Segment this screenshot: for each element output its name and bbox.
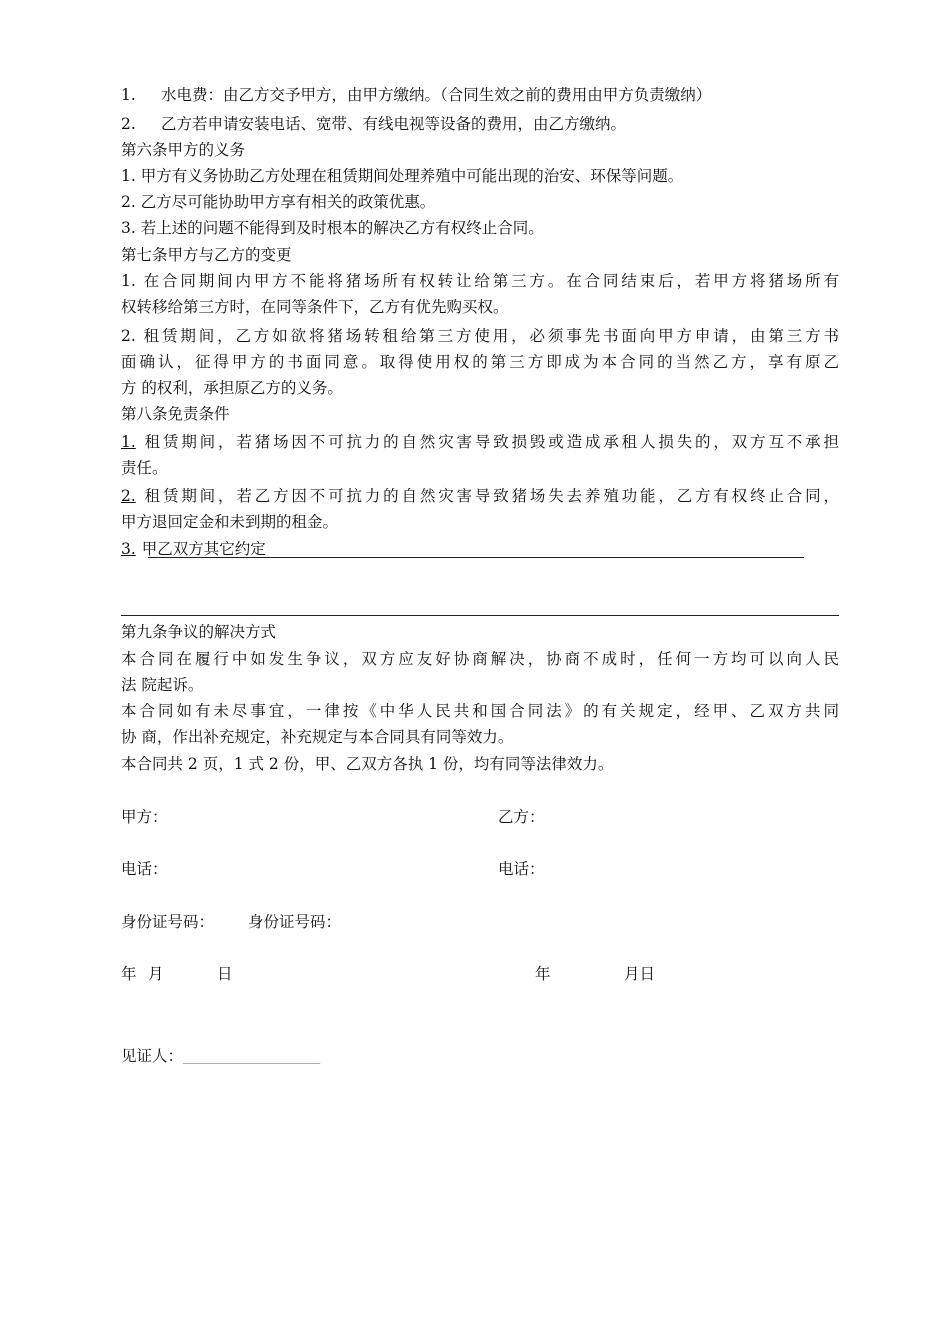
other-agreement-fill-line xyxy=(148,557,804,558)
party-a-label: 甲方： xyxy=(121,808,168,826)
article-8-item-text: 租赁期间，若乙方因不可抗力的自然灾害导致猪场失去养殖功能，乙方有权终止合同， xyxy=(141,487,839,505)
article-6-heading: 第六条甲方的义务 xyxy=(121,141,246,159)
article-9-para-3: 本合同共 2 页，1 式 2 份，甲、乙双方各执 1 份，均有同等法律效力。 xyxy=(121,755,614,773)
other-agreement-fill-line-2 xyxy=(121,615,839,616)
article-7-item-2-line-1: 2. 租赁期间，乙方如欲将猪场转租给第三方使用，必须事先书面向甲方申请，由第三方书 xyxy=(121,327,839,345)
party-a-id-label: 身份证号码： xyxy=(121,913,215,931)
fee-item-number: 1. xyxy=(121,86,136,104)
fee-item-text: 水电费：由乙方交予甲方，由甲方缴纳。（合同生效之前的费用由甲方负责缴纳） xyxy=(161,86,712,104)
article-8-item-3 xyxy=(121,539,266,559)
article-7-item-2-line-3: 方 的权利，承担原乙方的义务。 xyxy=(121,379,343,397)
party-b-phone-label: 电话： xyxy=(498,860,545,878)
witness-line xyxy=(121,1046,320,1067)
fee-item-2 xyxy=(121,114,626,134)
article-9-para-2-line-2: 协 商，作出补充规定，补充规定与本合同具有同等效力。 xyxy=(121,728,514,746)
article-7-item-2-line-2: 面确认，征得甲方的书面同意。取得使用权的第三方即成为本合同的当然乙方，享有原乙 xyxy=(121,353,839,371)
article-8-item-number: 3. xyxy=(121,540,136,558)
article-6-item-1: 1. 甲方有义务协助乙方处理在租赁期间处理养殖中可能出现的治安、环保等问题。 xyxy=(121,167,684,185)
party-a-date-day: 日 xyxy=(217,965,233,983)
article-8-item-number: 2. xyxy=(121,487,136,505)
party-a-date-year: 年 xyxy=(121,965,137,983)
article-9-para-1-line-2: 法 院起诉。 xyxy=(121,676,204,694)
article-7-item-1-line-2: 权转移给第三方时，在同等条件下，乙方有优先购买权。 xyxy=(121,298,509,316)
article-8-item-2-line-1 xyxy=(121,486,839,506)
article-8-heading: 第八条免责条件 xyxy=(121,405,230,423)
party-b-date-year: 年 xyxy=(535,965,551,983)
party-b-date-monthday: 月日 xyxy=(624,965,656,983)
party-a-phone-label: 电话： xyxy=(121,860,168,878)
article-6-item-2: 2. 乙方尽可能协助甲方享有相关的政策优惠。 xyxy=(121,193,436,211)
article-8-item-text: 甲乙双方其它约定 xyxy=(141,540,266,558)
article-9-para-2-line-1: 本合同如有未尽事宜，一律按《中华人民共和国合同法》的有关规定，经甲、乙双方共同 xyxy=(121,702,839,720)
article-8-item-text: 租赁期间，若猪场因不可抗力的自然灾害导致损毁或造成承租人损失的，双方互不承担 xyxy=(141,433,839,451)
article-6-item-3: 3. 若上述的问题不能得到及时根本的解决乙方有权终止合同。 xyxy=(121,219,544,237)
article-8-item-2-line-2: 甲方退回定金和未到期的租金。 xyxy=(121,513,339,531)
article-9-heading: 第九条争议的解决方式 xyxy=(121,623,277,641)
fee-item-text: 乙方若申请安装电话、宽带、有线电视等设备的费用，由乙方缴纳。 xyxy=(161,115,627,133)
fee-item-1 xyxy=(121,85,711,105)
party-a-date-month: 月 xyxy=(148,965,164,983)
article-8-item-1-line-1 xyxy=(121,432,839,452)
witness-label: 见证人： xyxy=(121,1047,184,1065)
party-b-id-label: 身份证号码： xyxy=(248,913,342,931)
fee-item-number: 2. xyxy=(121,115,136,133)
article-8-item-number: 1. xyxy=(121,433,136,451)
article-7-heading: 第七条甲方与乙方的变更 xyxy=(121,246,292,264)
article-7-item-1-line-1: 1. 在合同期间内甲方不能将猪场所有权转让给第三方。在合同结束后，若甲方将猪场所有 xyxy=(121,272,839,290)
article-9-para-1-line-1: 本合同在履行中如发生争议，双方应友好协商解决，协商不成时，任何一方均可以向人民 xyxy=(121,650,839,668)
article-8-item-1-line-2: 责任。 xyxy=(121,459,168,477)
witness-blank: ___________________ xyxy=(183,1050,321,1064)
party-b-label: 乙方： xyxy=(498,808,545,826)
